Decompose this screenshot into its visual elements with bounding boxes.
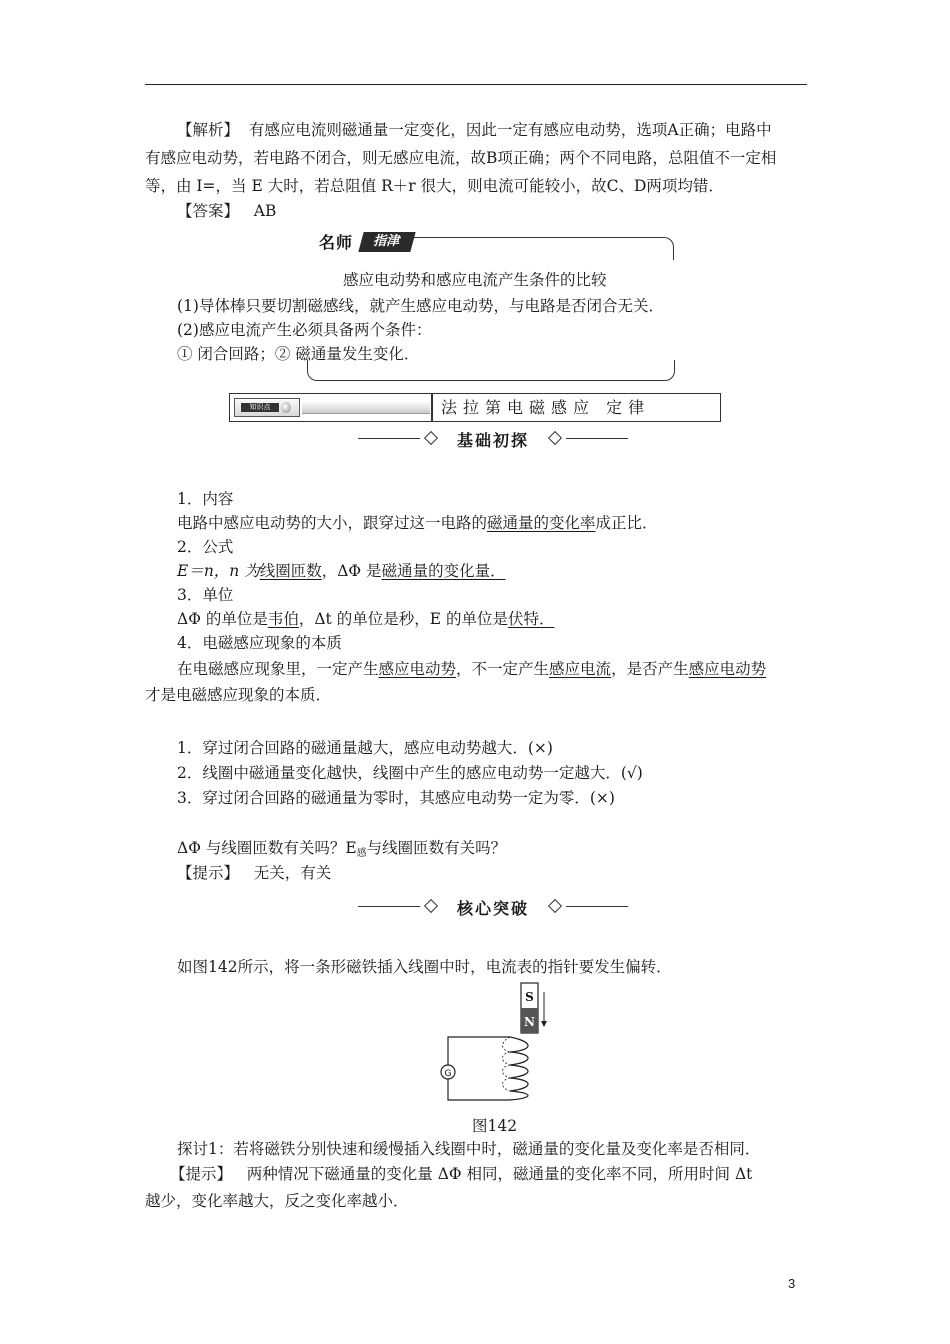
basic-h3: 3．单位 bbox=[177, 586, 234, 604]
answer-line bbox=[177, 199, 807, 223]
think-question: ΔΦ 与线圈匝数有关吗？$E_感$与线圈匝数有关吗？ bbox=[177, 839, 507, 859]
basic-h1: 1．内容 bbox=[177, 490, 234, 508]
magnet-label-n: N bbox=[524, 1015, 535, 1029]
header-rule bbox=[145, 84, 807, 85]
hint-label: 【提示】 bbox=[177, 864, 240, 882]
page-number: 3 bbox=[788, 1276, 796, 1291]
section-header-basic bbox=[358, 428, 628, 448]
galvanometer-label: G bbox=[444, 1069, 452, 1079]
knob-icon bbox=[281, 402, 291, 413]
basic-p1: 电路中感应电动势的大小，跟穿过这一电路的磁通量的变化率成正比． bbox=[177, 514, 658, 532]
knowledge-badge bbox=[234, 398, 300, 417]
section-header-core bbox=[358, 896, 628, 916]
core-hint-line-1: 【提示】 两种情况下磁通量的变化量 ΔΦ 相同，磁通量的变化率不同，所用时间 Δt bbox=[170, 1165, 753, 1183]
figure-caption: 图142 bbox=[472, 1117, 518, 1135]
figure-magnet-coil bbox=[430, 980, 560, 1110]
teacher-tip-tab bbox=[305, 229, 421, 255]
decorative-bar bbox=[302, 401, 430, 414]
tip-item-1: (1)导体棒只要切割磁感线，就产生感应电动势，与电路是否闭合无关． bbox=[177, 297, 664, 315]
core-hint-line-2: 越少，变化率越大，反之变化率越小． bbox=[145, 1192, 409, 1210]
basic-p2: E＝n，n 为线圈匝数，ΔΦ 是磁通量的变化量． bbox=[177, 562, 506, 580]
basic-h2: 2．公式 bbox=[177, 538, 234, 556]
tip-item-2: (2)感应电流产生必须具备两个条件： bbox=[177, 321, 432, 339]
tip-frame-bottom bbox=[307, 360, 675, 381]
answer-value: AB bbox=[253, 202, 277, 220]
section-title-core: 核心突破 bbox=[456, 899, 529, 918]
core-intro: 如图142所示，将一条形磁铁插入线圈中时，电流表的指针要发生偏转． bbox=[177, 958, 672, 976]
hint-label: 【提示】 bbox=[170, 1165, 233, 1183]
tip-item-3: ① 闭合回路；② 磁通量发生变化． bbox=[177, 345, 420, 363]
basic-h4: 4．电磁感应现象的本质 bbox=[177, 634, 342, 652]
blank-answer: 线圈匝数 bbox=[259, 562, 322, 580]
knowledge-title: 法拉第电磁感应 定律 bbox=[441, 398, 651, 417]
judge-item-1: 1．穿过闭合回路的磁通量越大，感应电动势越大．(×) bbox=[177, 739, 553, 757]
down-arrow-icon bbox=[541, 1021, 547, 1027]
blank-answer: 伏特． bbox=[507, 610, 555, 628]
tip-tab-badge: 指津 bbox=[358, 232, 415, 252]
core-discuss: 探讨1：若将磁铁分别快速和缓慢插入线圈中时，磁通量的变化量及变化率是否相同． bbox=[177, 1140, 761, 1158]
knowledge-point-bar bbox=[229, 393, 721, 422]
blank-answer: 感应电动势 bbox=[688, 660, 767, 678]
tip-title: 感应电动势和感应电流产生条件的比较 bbox=[343, 271, 607, 289]
basic-p4-line2: 才是电磁感应现象的本质． bbox=[145, 686, 332, 704]
tip-frame-top bbox=[414, 237, 674, 260]
blank-answer: 感应电流 bbox=[549, 660, 612, 678]
blank-answer: 磁通量的变化率 bbox=[487, 514, 596, 532]
judge-item-3: 3．穿过闭合回路的磁通量为零时，其感应电动势一定为零．(×) bbox=[177, 789, 615, 807]
magnet-label-s: S bbox=[525, 990, 534, 1004]
analysis-line-1: 【解析】 有感应电流则磁通量一定变化，因此一定有感应电动势，选项A正确；电路中 bbox=[177, 121, 772, 139]
basic-p4-line1: 在电磁感应现象里，一定产生感应电动势，不一定产生感应电流，是否产生感应电动势 bbox=[177, 660, 767, 678]
blank-answer: 磁通量的变化量． bbox=[381, 562, 506, 580]
coil-back bbox=[503, 1037, 511, 1091]
analysis-line-3: 等，由 I=，当 E 大时，若总阻值 R＋r 很大，则电流可能较小，故C、D两项均错． bbox=[145, 177, 724, 195]
analysis-label: 【解析】 bbox=[177, 121, 240, 139]
blank-answer: 韦伯 bbox=[267, 610, 299, 628]
think-hint: 【提示】 无关，有关 bbox=[177, 864, 332, 882]
analysis-line-2: 有感应电动势，若电路不闭合，则无感应电流，故B项正确；两个不同电路，总阻值不一定相 bbox=[145, 149, 777, 167]
answer-label: 【答案】 bbox=[177, 202, 240, 220]
blank-answer: 感应电动势 bbox=[378, 660, 457, 678]
coil bbox=[510, 1037, 528, 1100]
section-title-basic: 基础初探 bbox=[456, 431, 529, 450]
circuit-wire bbox=[448, 1037, 510, 1100]
tip-tab-text: 名师 bbox=[319, 233, 354, 252]
basic-p3: ΔΦ 的单位是韦伯，Δt 的单位是秒，E 的单位是伏特． bbox=[177, 610, 555, 628]
knowledge-pill: 知识点 bbox=[241, 403, 279, 412]
bar-divider bbox=[431, 394, 433, 421]
judge-item-2: 2．线圈中磁通量变化越快，线圈中产生的感应电动势一定越大．(√) bbox=[177, 764, 643, 782]
